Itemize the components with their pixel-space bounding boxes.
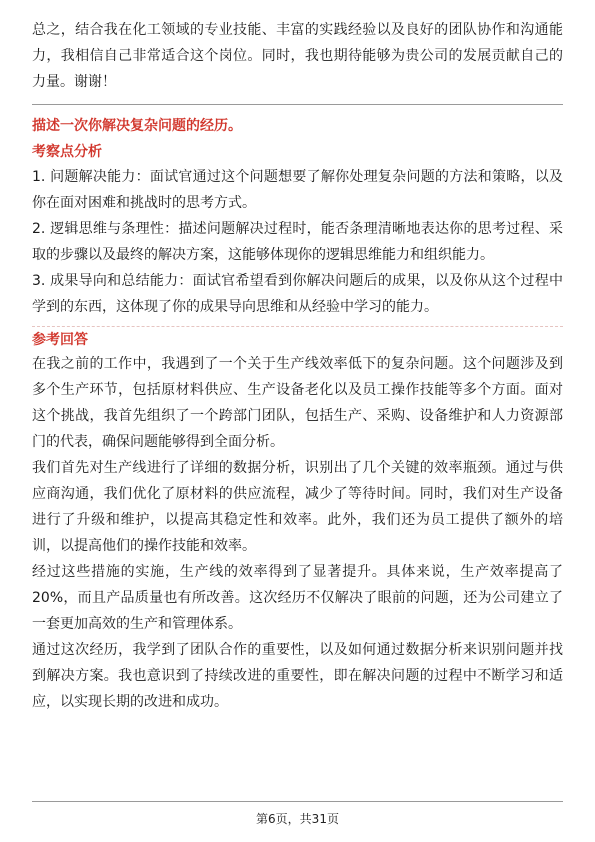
answer-paragraph-2: 我们首先对生产线进行了详细的数据分析，识别出了几个关键的效率瓶颈。通过与供应商沟通，我们优化了原材料的供应流程，减少了等待时间。同时，我们对生产设备进行了升级和维护，以提高其稳定性和效率。此外，我们还为员工提供了额外的培训，以提高他们的操作技能和效率。 (32, 460, 563, 554)
page-content (32, 17, 563, 715)
analysis-point-1: 1. 问题解决能力：面试官通过这个问题想要了解你处理复杂问题的方法和策略，以及你在面对困难和挑战时的思考方式。 (32, 169, 563, 211)
section-divider (32, 104, 563, 105)
intro-paragraph: 总之，结合我在化工领域的专业技能、丰富的实践经验以及良好的团队协作和沟通能力，我相信自己非常适合这个岗位。同时，我也期待能够为贵公司的发展贡献自己的力量。谢谢！ (32, 22, 563, 90)
footer-divider (32, 801, 563, 802)
answer-paragraph-4: 通过这次经历，我学到了团队合作的重要性，以及如何通过数据分析来识别问题并找到解决方案。我也意识到了持续改进的重要性，即在解决问题的过程中不断学习和适应，以实现长期的改进和成功。 (32, 642, 563, 710)
answer-heading: 参考回答 (32, 332, 88, 348)
analysis-heading: 考察点分析 (32, 144, 102, 160)
question-title: 描述一次你解决复杂问题的经历。 (32, 118, 242, 134)
answer-paragraph-3: 经过这些措施的实施，生产线的效率得到了显著提升。具体来说，生产效率提高了20%，而且产品质量也有所改善。这次经历不仅解决了眼前的问题，还为公司建立了一套更加高效的生产和管理体系。 (32, 564, 563, 632)
analysis-point-3: 3. 成果导向和总结能力：面试官希望看到你解决问题后的成果，以及你从这个过程中学到的东西，这体现了你的成果导向思维和从经验中学习的能力。 (32, 273, 563, 315)
answer-paragraph-1: 在我之前的工作中，我遇到了一个关于生产线效率低下的复杂问题。这个问题涉及到多个生产环节，包括原材料供应、生产设备老化以及员工操作技能等多个方面。面对这个挑战，我首先组织了一个跨部门团队，包括生产、采购、设备维护和人力资源部门的代表，确保问题能够得到全面分析。 (32, 356, 563, 450)
analysis-point-2: 2. 逻辑思维与条理性：描述问题解决过程时，能否条理清晰地表达你的思考过程、采取的步骤以及最终的解决方案，这能够体现你的逻辑思维能力和组织能力。 (32, 221, 563, 263)
answer-divider (32, 326, 563, 327)
page-number: 第6页，共31页 (256, 812, 339, 826)
